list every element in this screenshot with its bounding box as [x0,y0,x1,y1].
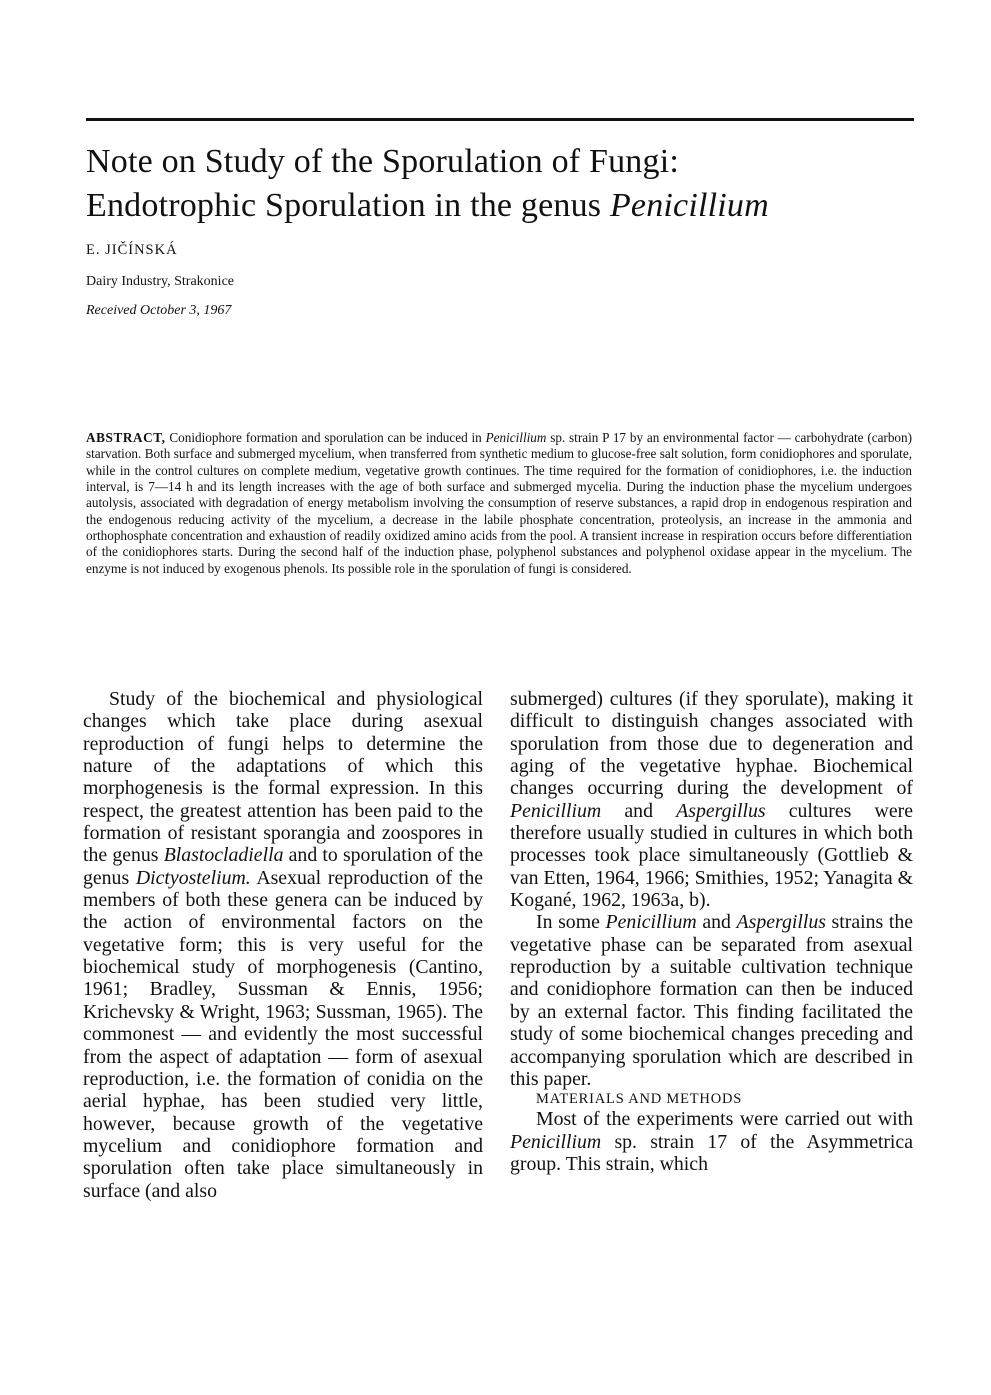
abstract-label: ABSTRACT, [86,430,166,445]
p2-genus-2: Aspergillus [736,911,826,934]
p2-text-2: and [696,911,737,934]
p2-genus-1: Penicillium [605,911,697,934]
intro-genus-2: Dictyostelium. [135,866,251,889]
section-heading-materials-methods: MATERIALS AND METHODS [536,1091,743,1108]
cont-text-3: cultures were therefore usually studied in cultures in which both processes took place simultaneously (Gottlieb & van Etten, 1964, 1966; Smithies, 1952; Yanagita & Kogané, 1962, 1963a, b). [510,799,913,912]
cont-text-2: and [601,799,677,822]
title-line-2-text: Endotrophic Sporulation in the genus [86,187,610,224]
abstract [86,430,912,577]
abstract-text-2: sp. strain P 17 by an environmental factor — carbohydrate (carbon) starvation. Both surface and submerged mycelium, when transferred from synthetic medium to glucose-free salt solution, form conidiophores and sporulate, while in the control cultures on complete medium, vegetative growth continues. The time required for the formation of conidiophores, i.e. the induction interval, is 7—14 h and its length increases with the age of both surface and submerged mycelia. During the induction phase the mycelium undergoes autolysis, associated with degradation of energy metabolism involving the consumption of reserve substances, a rapid drop in endogenous respiration and the endogenous reducing activity of the mycelium, a decrease in the labile phosphate concentration, proteolysis, an increase in the ammonia and orthophosphate concentration and exhaustion of readily oxidized amino acids from the pool. A transient increase in respiration occurs before differentiation of the conidiophores starts. During the second half of the induction phase, polyphenol substances and polyphenol oxidase appear in the mycelium. The enzyme is not induced by exogenous phenols. Its possible role in the sporulation of fungi is considered. [86,430,912,576]
title-line-2 [86,184,916,228]
abstract-genus: Penicillium [485,430,547,445]
paper-title [86,140,916,228]
received-date: Received October 3, 1967 [86,303,232,318]
abstract-text-1: Conidiophore formation and sporulation can be induced in [165,430,486,445]
cont-genus-2: Aspergillus [676,799,766,822]
continued-paragraph [510,688,913,911]
intro-text-1: Study of the biochemical and physiological changes which take place during asexual reproduction of fungi helps to determine the nature of the adaptations of which this morphogenesis is the formal expression. In this respect, the greatest attention has been paid to the formation of resistant sporangia and zoospores in the genus [83,688,483,867]
intro-text-3: Asexual reproduction of the members of both these genera can be induced by the action of environmental factors on the vegetative form; this is very useful for the biochemical study of morphogenesis (Cantino, 1961; Bradley, Sussman & Ennis, 1956; Krichevsky & Wright, 1963; Sussman, 1965). The commonest — and evidently the most successful from the aspect of adaptation — form of asexual reproduction, i.e. the formation of conidia on the aerial hyphae, has been studied very little, however, because growth of the vegetative mycelium and conidiophore formation and sporulation often take place simultaneously in surface (and also [83,866,483,1202]
p3-text-2: sp. strain 17 of the Asymmetrica group. This strain, which [510,1130,913,1175]
second-paragraph [510,911,913,1090]
cont-text-1: submerged) cultures (if they sporulate), making it difficult to distinguish changes associated with sporulation from those due to degeneration and aging of the vegetative hyphae. Biochemical changes occurring during the development of [510,688,913,800]
p3-genus-1: Penicillium [510,1130,602,1153]
title-line-1: Note on Study of the Sporulation of Fungi: [86,143,679,180]
intro-text-2: and to sporulation of the genus [83,844,483,889]
author: E. JIČÍNSKÁ [86,242,178,258]
intro-paragraph [83,688,483,1202]
p2-text-3: strains the vegetative phase can be separated from asexual reproduction by a suitable cultivation technique and conidiophore formation can then be induced by an external factor. This finding facilitated the study of some biochemical changes preceding and accompanying sporulation which are described in this paper. [510,911,913,1090]
title-genus: Penicillium [609,187,769,224]
methods-paragraph [510,1108,913,1175]
body-column-right [510,688,913,1175]
affiliation: Dairy Industry, Strakonice [86,274,234,289]
p2-text-1: In some [536,911,606,934]
p3-text-1: Most of the experiments were carried out with [536,1108,913,1131]
intro-genus-1: Blastocladiella [163,844,284,867]
body-column-left [83,688,483,1202]
top-rule [86,118,914,121]
cont-genus-1: Penicillium [510,799,602,822]
